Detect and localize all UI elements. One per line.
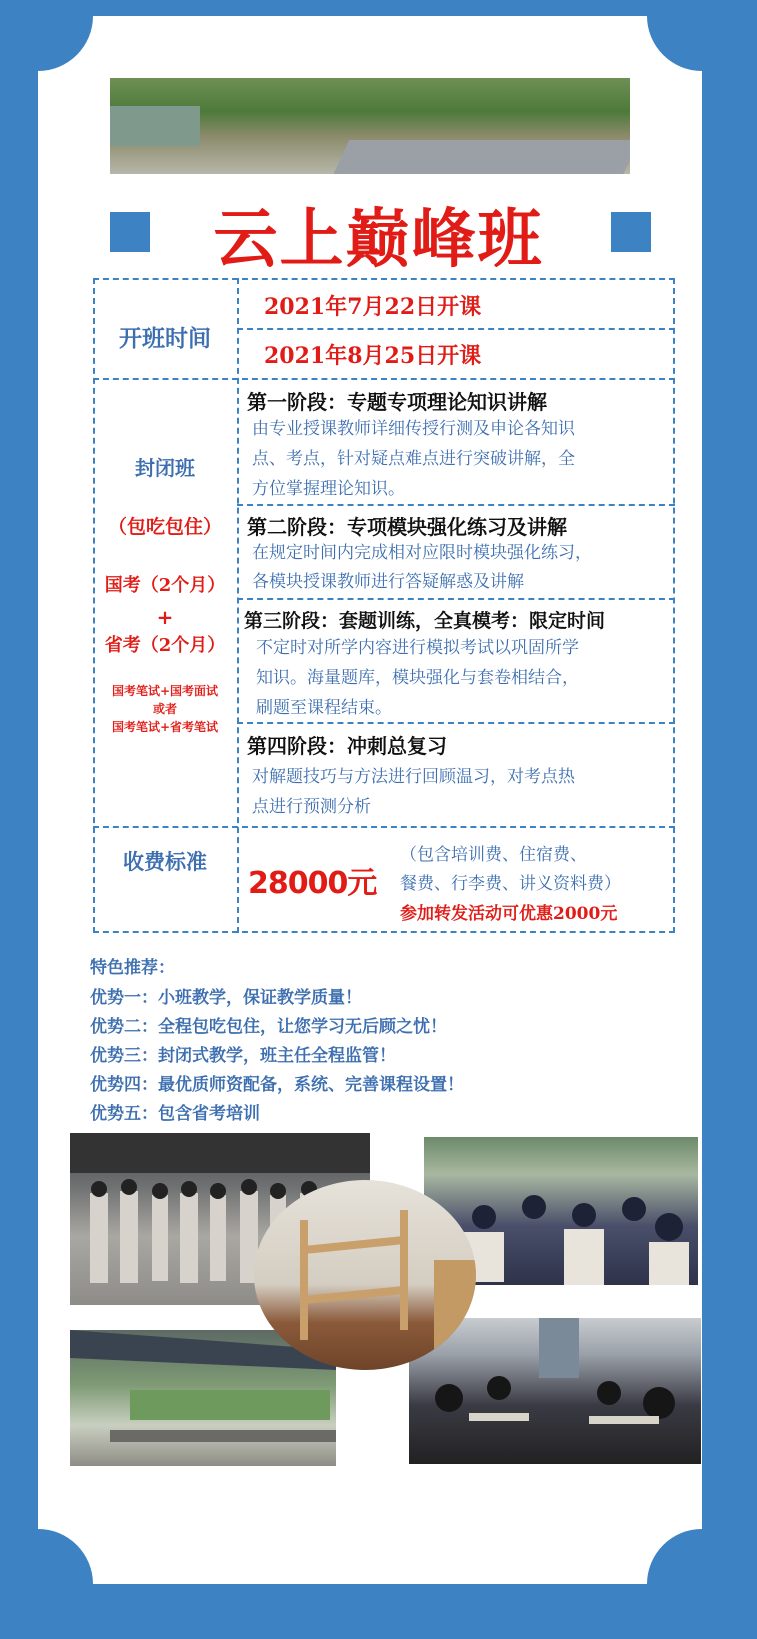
fee-note-2: 餐费、行李费、讲义资料费） (400, 874, 621, 894)
stage-3-heading: 第三阶段：套题训练，全真模考：限定时间 (244, 610, 606, 632)
photo-dorm-bunkbed (254, 1180, 476, 1370)
feature-item: 优势二：全程包吃包住，让您学习无后顾之忧！ (90, 1017, 447, 1037)
stage-3-line: 刷题至课程结束。 (256, 698, 392, 718)
row-divider (93, 378, 675, 380)
discount-note: 参加转发活动可优惠2000元 (400, 904, 618, 924)
stage-2-line: 在规定时间内完成相对应限时模块强化练习， (252, 543, 592, 563)
table-divider (237, 278, 239, 933)
combo-or: 或者 (152, 702, 177, 716)
banner-photo (110, 78, 630, 174)
start-date-1: 2021年7月22日开课 (264, 294, 482, 320)
stage-4-line: 对解题技巧与方法进行回顾温习，对考点热 (252, 767, 575, 787)
stage-3-line: 知识。海量题库，模块强化与套卷相结合， (256, 668, 579, 688)
stage-1-line: 方位掌握理论知识。 (252, 479, 405, 499)
stage-1-line: 点、考点，针对疑点难点进行突破讲解，全 (252, 449, 575, 469)
program-label: 封闭班 (135, 456, 195, 480)
row-divider (237, 328, 675, 330)
stage-4-heading: 第四阶段：冲刺总复习 (247, 734, 447, 758)
feature-item: 优势五：包含省考培训 (90, 1104, 260, 1124)
fee-label: 收费标准 (123, 849, 207, 874)
page-title: 云上巅峰班 (213, 203, 544, 277)
feature-item: 优势四：最优质师资配备，系统、完善课程设置！ (90, 1075, 464, 1095)
photo-classroom (409, 1318, 701, 1464)
schedule-label: 开班时间 (119, 325, 211, 352)
stage-1-heading: 第一阶段：专题专项理论知识讲解 (247, 390, 547, 414)
meals-note: （包吃包住） (107, 516, 222, 538)
feature-item: 优势一：小班教学，保证教学质量！ (90, 988, 362, 1008)
start-date-2: 2021年8月25日开课 (264, 343, 482, 369)
combo-2: 国考笔试+省考笔试 (111, 720, 219, 734)
features-title: 特色推荐： (90, 958, 175, 978)
stage-4-line: 点进行预测分析 (252, 797, 371, 817)
combo-1: 国考笔试+国考面试 (111, 684, 219, 698)
row-divider (237, 504, 675, 506)
stage-1-line: 由专业授课教师详细传授行测及申论各知识 (252, 419, 575, 439)
row-divider (93, 826, 675, 828)
stage-2-heading: 第二阶段：专项模块强化练习及讲解 (247, 515, 567, 539)
stage-3-line: 不定时对所学内容进行模拟考试以巩固所学 (256, 638, 579, 658)
photo-greenhouse (70, 1330, 336, 1466)
row-divider (237, 598, 675, 600)
corner-notch-bottom-right (647, 1529, 757, 1639)
exam-provincial: 省考（2个月） (104, 635, 226, 656)
fee-price: 28000元 (248, 866, 377, 901)
fee-note-1: （包含培训费、住宿费、 (400, 845, 587, 865)
feature-item: 优势三：封闭式教学，班主任全程监管！ (90, 1046, 396, 1066)
exam-national: 国考（2个月） (104, 575, 226, 596)
stage-2-line: 各模块授课教师进行答疑解惑及讲解 (252, 572, 524, 592)
plus-sign: + (156, 605, 174, 629)
